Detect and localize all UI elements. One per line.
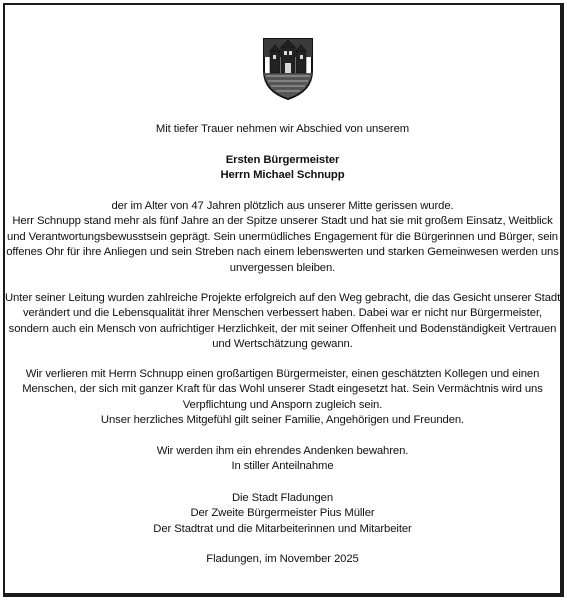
title-office: Ersten Bürgermeister bbox=[225, 154, 340, 166]
signatory: Die Stadt Fladungen bbox=[231, 492, 334, 504]
paragraph-line: offenes Ohr für ihre Anliegen und sein Streben nach einem lebenswerten und starken Gemeinwesen werden uns bbox=[6, 246, 559, 259]
obituary-frame bbox=[3, 3, 564, 597]
paragraph-line: und Wertschätzung gewann. bbox=[212, 338, 353, 351]
signatory: Der Stadtrat und die Mitarbeiterinnen und Mitarbeiter bbox=[153, 522, 412, 535]
paragraph-line: der im Alter von 47 Jahren plötzlich aus unserer Mitte gerissen wurde. bbox=[111, 200, 454, 212]
paragraph-line: Wir verlieren mit Herrn Schnupp einen großartigen Bürgermeister, einen geschätzten Kollegen und einen bbox=[25, 368, 540, 380]
paragraph-line: und Verantwortungsbewusstsein geprägt. Sein unermüdliches Engagement für die Bürgerinnen und Bürger, sein bbox=[7, 230, 558, 243]
paragraph-1 bbox=[5, 199, 560, 276]
paragraph-line: Unter seiner Leitung wurden zahlreiche Projekte erfolgreich auf den Weg gebracht, die das Gesicht unserer Stadt bbox=[5, 292, 561, 304]
paragraph-3 bbox=[5, 367, 560, 429]
paragraph-line: Herr Schnupp stand mehr als fünf Jahre an der Spitze unserer Stadt und hat sie mit großem Einsatz, Weitblick bbox=[12, 215, 553, 228]
place-date: Fladungen, im November 2025 bbox=[206, 553, 359, 565]
paragraph-line: Unser herzliches Mitgefühl gilt seiner Familie, Angehörigen und Freunden. bbox=[100, 414, 465, 427]
title-name: Herrn Michael Schnupp bbox=[220, 169, 345, 182]
closing-line: Wir werden ihm ein ehrendes Andenken bewahren. bbox=[156, 445, 409, 457]
closing-line: In stiller Anteilnahme bbox=[231, 460, 334, 473]
paragraph-2 bbox=[5, 291, 560, 353]
signatories bbox=[5, 491, 560, 537]
paragraph-line: unvergessen bleiben. bbox=[229, 261, 336, 274]
intro-line: Mit tiefer Trauer nehmen wir Abschied von unserem bbox=[155, 123, 410, 135]
coat-of-arms-icon bbox=[262, 37, 314, 101]
paragraph-line: Menschen, der sich mit ganzer Kraft für das Wohl unserer Stadt eingesetzt hat. Sein Vermächtnis wird uns bbox=[22, 383, 543, 396]
signatory: Der Zweite Bürgermeister Pius Müller bbox=[190, 507, 375, 520]
paragraph-line: verändert und die Lebensqualität ihrer Menschen verbessert haben. Dabei war er nicht nur Bürgermeister, bbox=[22, 307, 543, 320]
closing bbox=[5, 444, 560, 475]
paragraph-line: Verpflichtung und Ansporn zugleich sein. bbox=[182, 398, 383, 411]
paragraph-line: sondern auch ein Mensch von aufrichtiger Herzlichkeit, der mit seiner Offenheit und Bodenständigkeit Vertrauen bbox=[8, 322, 557, 335]
